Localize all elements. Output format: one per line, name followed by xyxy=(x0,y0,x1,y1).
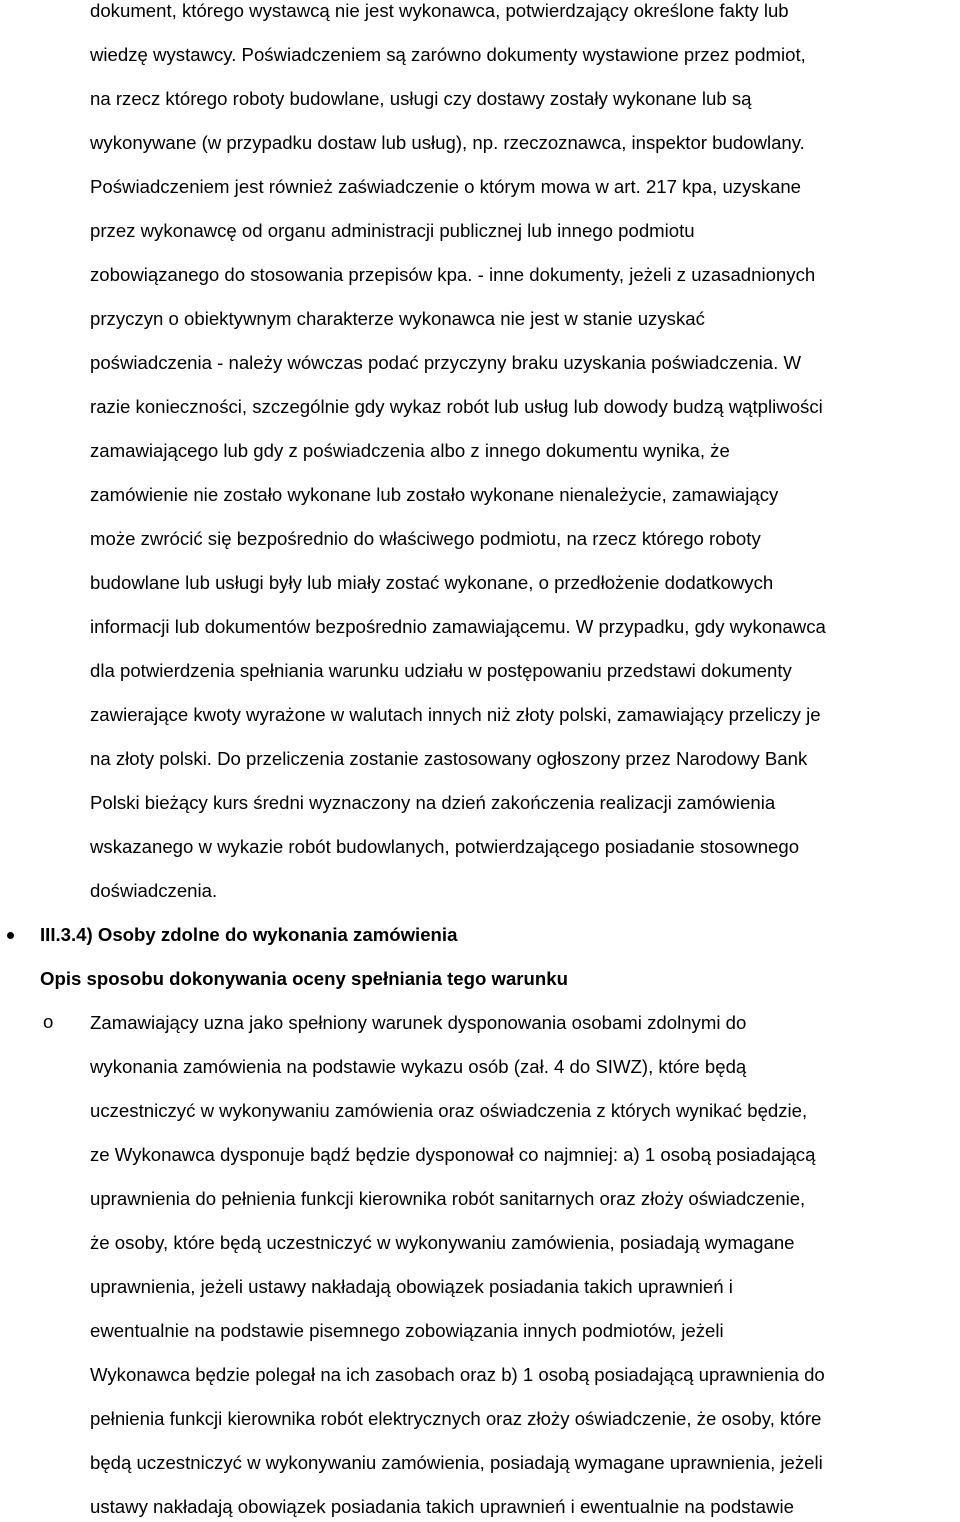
list-item-line: ewentualnie na podstawie pisemnego zobowiązania innych podmiotów, jeżeli xyxy=(90,1320,724,1341)
paragraph-line: zamawiającego lub gdy z poświadczenia albo z innego dokumentu wynika, że xyxy=(90,440,730,461)
list-item-line: wykonania zamówienia na podstawie wykazu osób (zał. 4 do SIWZ), które będą xyxy=(90,1056,747,1077)
list-item-line: Zamawiający uzna jako spełniony warunek dysponowania osobami zdolnymi do xyxy=(90,1012,747,1033)
list-item-line: uprawnienia do pełnienia funkcji kierownika robót sanitarnych oraz złoży oświadczenie, xyxy=(90,1188,806,1209)
paragraph-line: razie konieczności, szczególnie gdy wykaz robót lub usług lub dowody budzą wątpliwości xyxy=(90,396,823,417)
list-item-line: uprawnienia, jeżeli ustawy nakładają obowiązek posiadania takich uprawnień i xyxy=(90,1276,733,1297)
paragraph-line: wskazanego w wykazie robót budowlanych, potwierdzającego posiadanie stosownego xyxy=(90,836,800,857)
paragraph-line: dla potwierdzenia spełniania warunku udziału w postępowaniu przedstawi dokumenty xyxy=(90,660,792,681)
paragraph-line: budowlane lub usługi były lub miały zostać wykonane, o przedłożenie dodatkowych xyxy=(90,572,774,593)
list-item-line: Wykonawca będzie polegał na ich zasobach oraz b) 1 osobą posiadającą uprawnienia do xyxy=(90,1364,825,1385)
list-item-line: uczestniczyć w wykonywaniu zamówienia oraz oświadczenia z których wynikać będzie, xyxy=(90,1100,808,1121)
paragraph-line: przez wykonawcę od organu administracji publicznej lub innego podmiotu xyxy=(90,220,695,241)
paragraph-line: przyczyn o obiektywnym charakterze wykonawca nie jest w stanie uzyskać xyxy=(90,308,705,329)
paragraph-line: zobowiązanego do stosowania przepisów kpa. - inne dokumenty, jeżeli z uzasadnionych xyxy=(90,264,816,285)
subheading: Opis sposobu dokonywania oceny spełniania tego warunku xyxy=(40,968,568,989)
paragraph-line: zamówienie nie zostało wykonane lub zostało wykonane nienależycie, zamawiający xyxy=(90,484,779,505)
paragraph-line: dokument, którego wystawcą nie jest wykonawca, potwierdzający określone fakty lub xyxy=(90,0,789,21)
list-marker-icon: o xyxy=(43,1011,54,1032)
paragraph-line: doświadczenia. xyxy=(90,880,218,901)
paragraph-line: Polski bieżący kurs średni wyznaczony na dzień zakończenia realizacji zamówienia xyxy=(90,792,776,813)
list-item-line: ze Wykonawca dysponuje bądź będzie dysponował co najmniej: a) 1 osobą posiadającą xyxy=(90,1144,816,1165)
paragraph-line: poświadczenia - należy wówczas podać przyczyny braku uzyskania poświadczenia. W xyxy=(90,352,802,373)
list-item-line: pełnienia funkcji kierownika robót elektrycznych oraz złoży oświadczenie, że osoby, które xyxy=(90,1408,822,1429)
bullet-icon xyxy=(7,932,14,939)
paragraph-line: na rzecz którego roboty budowlane, usługi czy dostawy zostały wykonane lub są xyxy=(90,88,752,109)
list-item-line: że osoby, które będą uczestniczyć w wykonywaniu zamówienia, posiadają wymagane xyxy=(90,1232,795,1253)
paragraph-line: może zwrócić się bezpośrednio do właściwego podmiotu, na rzecz którego roboty xyxy=(90,528,761,549)
paragraph-line: na złoty polski. Do przeliczenia zostanie zastosowany ogłoszony przez Narodowy Bank xyxy=(90,748,808,769)
paragraph-line: Poświadczeniem jest również zaświadczenie o którym mowa w art. 217 kpa, uzyskane xyxy=(90,176,802,197)
paragraph-line: wykonywane (w przypadku dostaw lub usług), np. rzeczoznawca, inspektor budowlany. xyxy=(90,132,805,153)
list-item-line: będą uczestniczyć w wykonywaniu zamówienia, posiadają wymagane uprawnienia, jeżeli xyxy=(90,1452,823,1473)
paragraph-line: wiedzę wystawcy. Poświadczeniem są zarówno dokumenty wystawione przez podmiot, xyxy=(90,44,806,65)
section-heading: III.3.4) Osoby zdolne do wykonania zamówienia xyxy=(40,924,458,945)
paragraph-line: zawierające kwoty wyrażone w walutach innych niż złoty polski, zamawiający przeliczy je xyxy=(90,704,821,725)
list-item-line: ustawy nakładają obowiązek posiadania takich uprawnień i ewentualnie na podstawie xyxy=(90,1496,794,1517)
paragraph-line: informacji lub dokumentów bezpośrednio zamawiającemu. W przypadku, gdy wykonawca xyxy=(90,616,826,637)
